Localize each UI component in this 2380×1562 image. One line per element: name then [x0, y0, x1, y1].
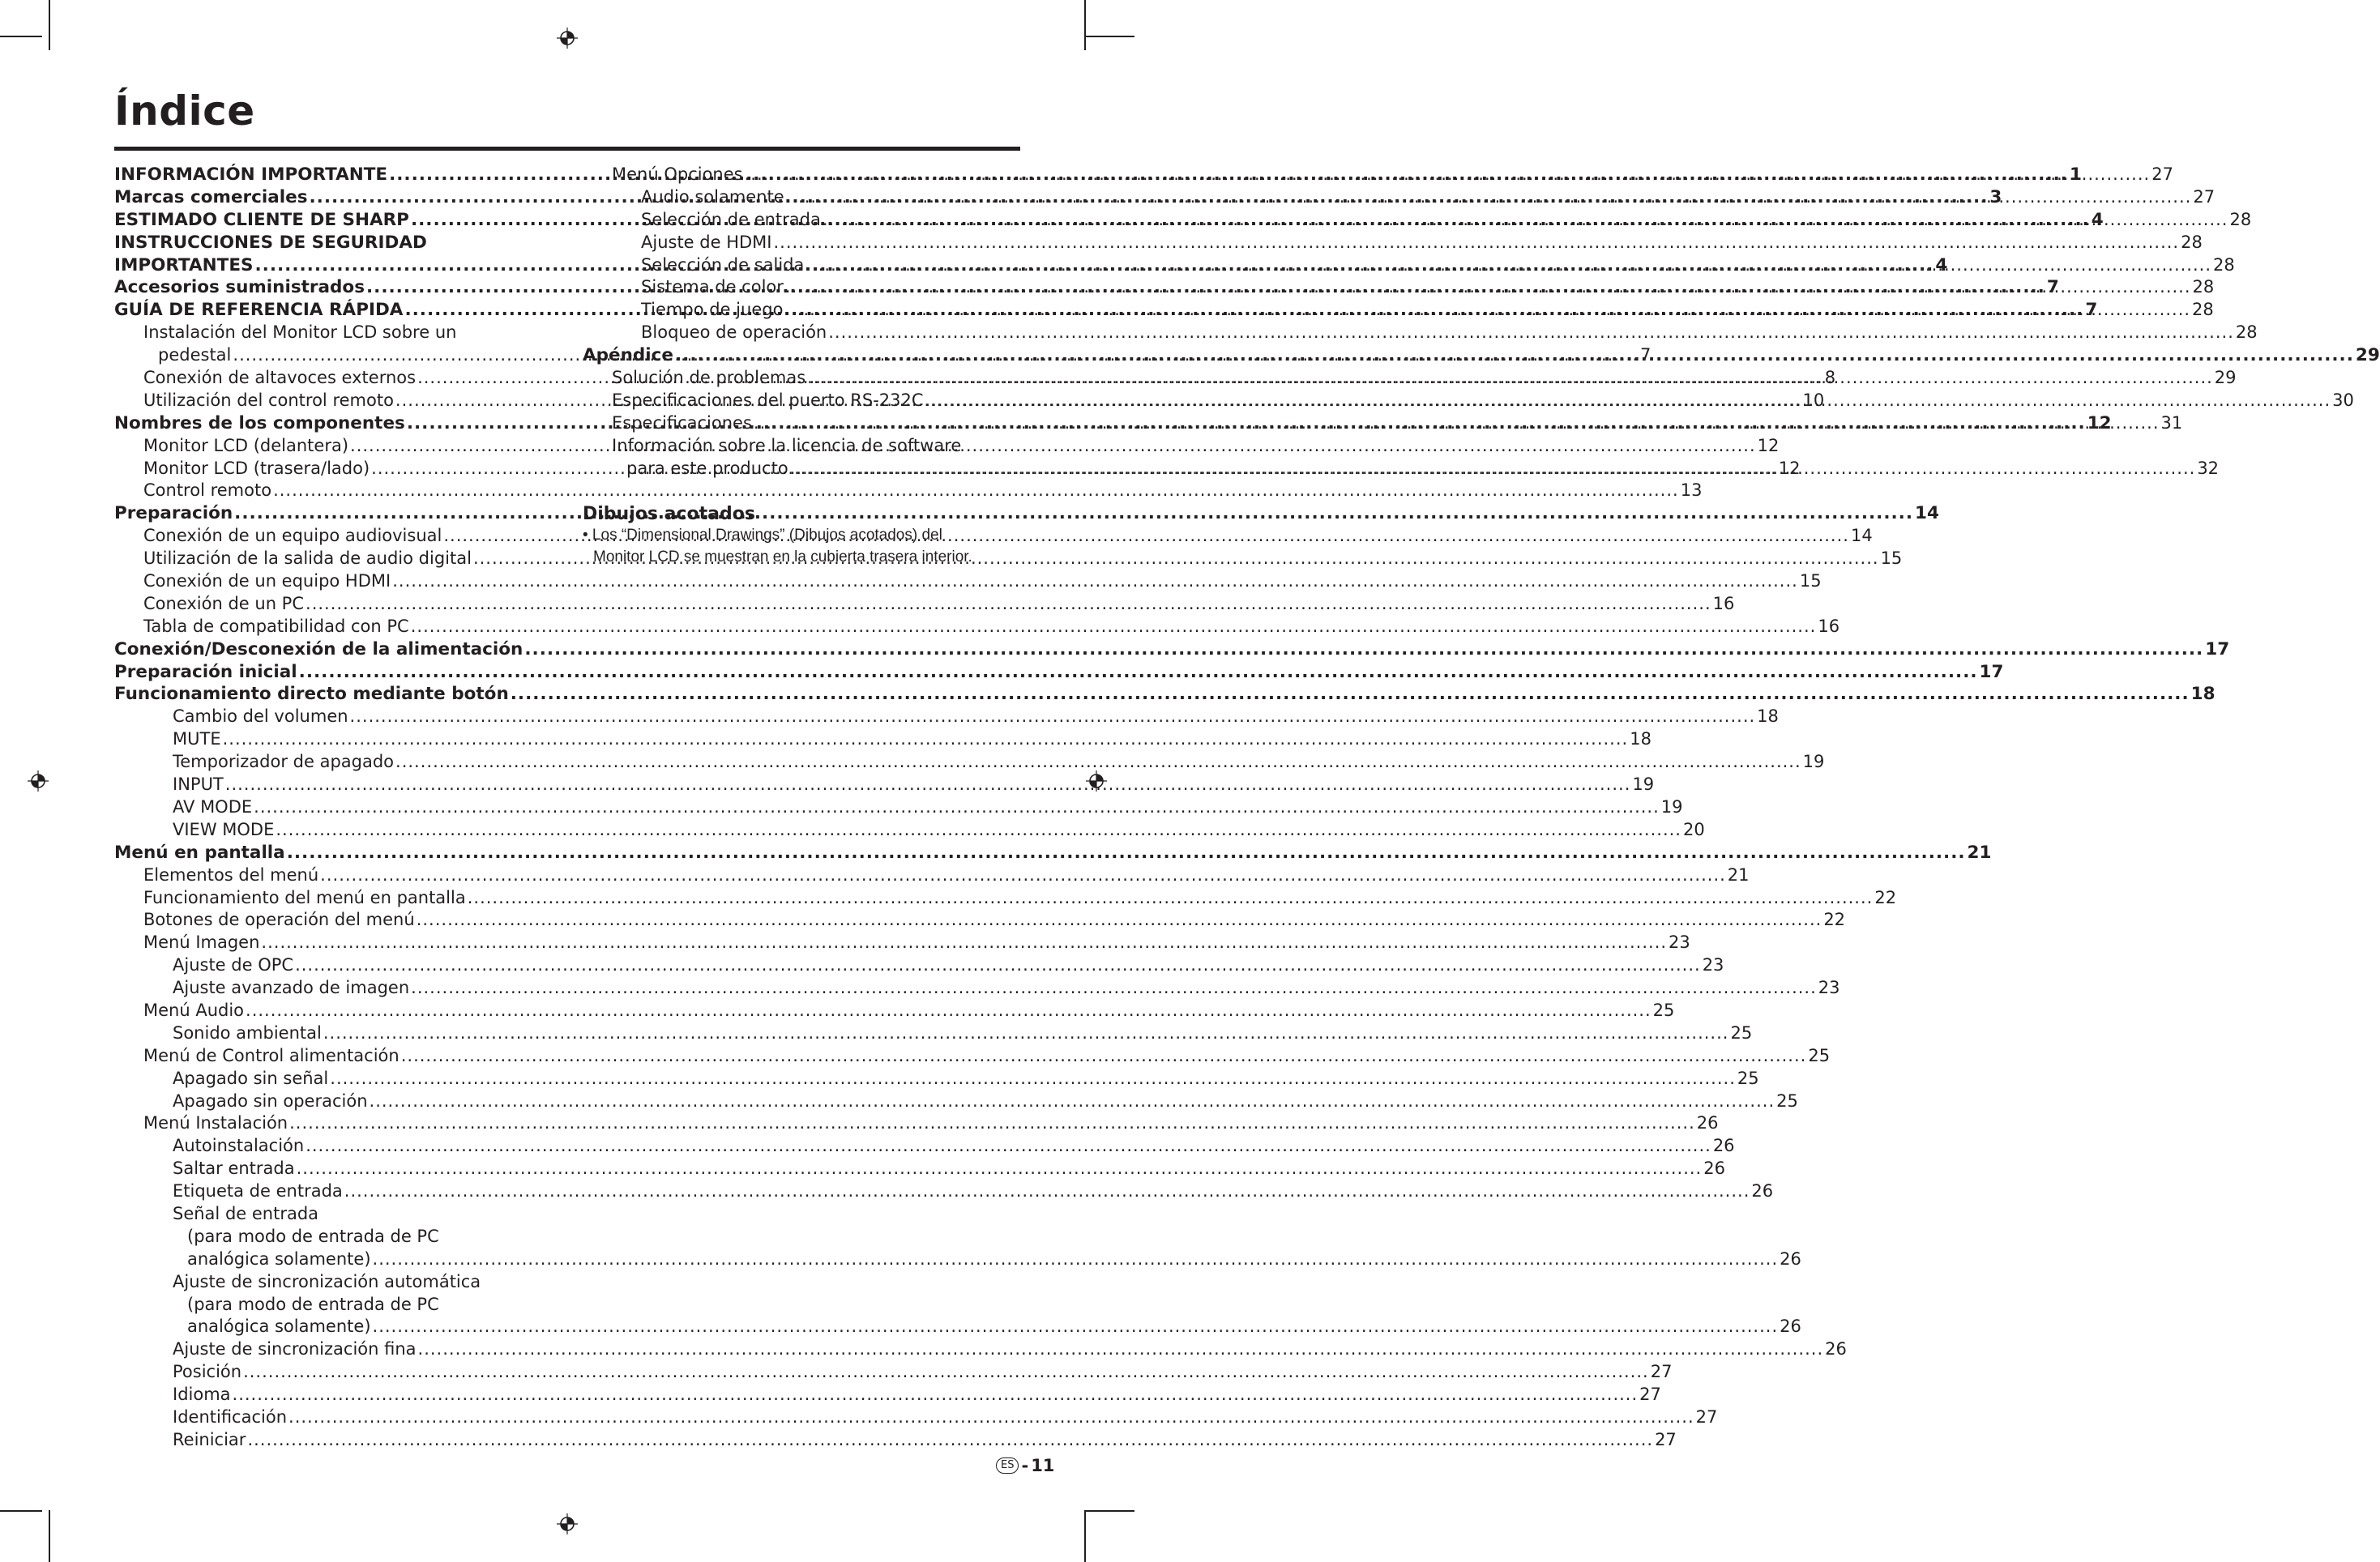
- toc-entry: [114, 728, 1651, 751]
- toc-entry-title: Conexión de un PC: [143, 593, 305, 613]
- toc-entry: [114, 1226, 553, 1248]
- toc-entry: [583, 186, 2215, 209]
- toc-entry: [114, 751, 1825, 774]
- toc-leader-dots: [373, 1248, 1779, 1271]
- toc-leader-dots: [773, 232, 2179, 254]
- toc-entry-title: Menú Imagen: [143, 933, 260, 953]
- toc-entry: [114, 1158, 1725, 1180]
- toc-entry-title: Ajuste de sincronización automática: [173, 1271, 481, 1291]
- crop-mark: [49, 0, 50, 50]
- toc-entry-page: 23: [1818, 978, 1840, 998]
- toc-entry-page: 28: [2192, 300, 2214, 320]
- toc-entry: [583, 276, 2215, 299]
- toc-entry: [114, 864, 1750, 887]
- toc-entry-title: ESTIMADO CLIENTE DE SHARP: [114, 209, 409, 230]
- toc-entry-title: Saltar entrada: [173, 1159, 295, 1179]
- toc-entry-page: 29: [2355, 345, 2380, 366]
- toc-entry: [114, 1000, 1675, 1022]
- crop-mark: [1084, 0, 1086, 50]
- toc-entry-title: Marcas comerciales: [114, 186, 308, 207]
- toc-leader-dots: [287, 842, 1966, 864]
- toc-entry-title: Control remoto: [143, 480, 272, 501]
- toc-entry-page: 7: [1640, 345, 1651, 365]
- toc-leader-dots: [373, 1316, 1779, 1338]
- toc-entry-page: 27: [1639, 1385, 1661, 1405]
- toc-entry-title: Utilización de la salida de audio digital: [143, 548, 472, 569]
- toc-entry-page: 23: [1702, 955, 1724, 975]
- toc-entry-title: Menú Opciones: [612, 164, 743, 184]
- toc-entry-page: 16: [1818, 616, 1840, 636]
- toc-leader-dots: [225, 774, 1631, 796]
- toc-entry-page: 15: [1880, 548, 1903, 569]
- toc-leader-dots: [511, 683, 2190, 706]
- toc-entry-title: Identificación: [173, 1406, 288, 1427]
- toc-leader-dots: [823, 209, 2228, 232]
- toc-entry-title: Sonido ambiental: [173, 1022, 322, 1043]
- toc-entry-page: 28: [2229, 209, 2252, 229]
- toc-entry-title: Reiniciar: [173, 1429, 246, 1449]
- toc-entry: [583, 344, 2380, 367]
- toc-leader-dots: [417, 909, 1822, 932]
- toc-entry: [114, 661, 2004, 684]
- toc-entry-title: Conexión/Desconexión de la alimentación: [114, 638, 523, 659]
- note-line: • Los “Dimensional Drawings” (Dibujos acotados) del: [583, 527, 942, 544]
- toc-entry-page: 21: [1727, 864, 1750, 885]
- toc-entry-page: 20: [1682, 819, 1705, 839]
- toc-leader-dots: [828, 322, 2234, 344]
- toc-entry: [583, 435, 1020, 458]
- registration-mark-icon: [557, 28, 578, 49]
- toc-entry-page: 28: [2181, 232, 2203, 252]
- toc-entry-title: Apagado sin señal: [173, 1068, 329, 1088]
- toc-entry-title: AV MODE: [173, 796, 253, 817]
- dimensional-drawings-note: [583, 524, 1020, 568]
- toc-leader-dots: [350, 435, 1756, 458]
- toc-entry-title: Monitor LCD (delantera): [143, 435, 349, 455]
- language-badge: ES: [996, 1457, 1019, 1474]
- crop-mark: [0, 1510, 42, 1512]
- toc-leader-dots: [320, 864, 1726, 887]
- toc-entry-title: Conexión de altavoces externos: [143, 368, 417, 388]
- toc-entry-page: 26: [1825, 1339, 1847, 1359]
- toc-entry-page: 19: [1802, 752, 1825, 772]
- toc-entry: [583, 299, 2214, 322]
- toc-entry: [583, 322, 2258, 344]
- toc-entry-title: Funcionamiento del menú en pantalla: [143, 887, 466, 907]
- crop-mark: [49, 1510, 50, 1562]
- toc-entry-page: 19: [1660, 796, 1683, 817]
- toc-entry-title: Especificaciones: [612, 412, 752, 433]
- toc-entry: [114, 954, 1724, 977]
- toc-leader-dots: [395, 751, 1801, 774]
- toc-entry: [114, 774, 1655, 796]
- toc-entry-page: 27: [1650, 1362, 1673, 1382]
- toc-entry-page: 4: [1935, 254, 1948, 275]
- toc-entry-title: Menú de Control alimentación: [143, 1045, 400, 1065]
- toc-entry-title: Conexión de un equipo HDMI: [143, 571, 391, 591]
- toc-entry-title: Botones de operación del menú: [143, 910, 415, 930]
- toc-entry-title: (para modo de entrada de PC: [187, 1226, 439, 1246]
- toc-entry-title: Menú Instalación: [143, 1113, 288, 1133]
- toc-entry-title: analógica solamente): [187, 1317, 371, 1337]
- toc-entry-page: 10: [1802, 390, 1825, 410]
- toc-entry-page: 7: [2046, 277, 2059, 298]
- toc-entry: [583, 254, 2235, 277]
- crop-mark: [1084, 1510, 1134, 1512]
- toc-leader-dots: [805, 254, 2211, 277]
- toc-leader-dots: [276, 819, 1681, 842]
- toc-entry-title: VIEW MODE: [173, 819, 275, 839]
- toc-leader-dots: [745, 164, 2151, 186]
- title-rule: [114, 147, 1020, 151]
- toc-entry: [114, 1090, 1798, 1113]
- toc-entry: [114, 1112, 1719, 1135]
- toc-leader-dots: [306, 1135, 1711, 1158]
- toc-entry: [114, 1045, 1831, 1068]
- toc-entry-title: Funcionamiento directo mediante botón: [114, 684, 509, 705]
- toc-entry-title: para este producto: [626, 458, 788, 478]
- toc-leader-dots: [289, 1112, 1695, 1135]
- toc-entry-title: Ajuste avanzado de imagen: [173, 978, 410, 998]
- page-number-value: 11: [1031, 1456, 1055, 1475]
- toc-leader-dots: [418, 1338, 1824, 1361]
- toc-entry-title: Ajuste de HDMI: [641, 232, 772, 252]
- toc-entry-title: (para modo de entrada de PC: [187, 1294, 439, 1314]
- crop-mark: [1084, 36, 1134, 37]
- toc-entry-title: Temporizador de apagado: [173, 752, 395, 772]
- toc-entry-title: Señal de entrada: [173, 1203, 319, 1223]
- toc-leader-dots: [288, 1406, 1694, 1429]
- toc-entry: [583, 367, 2237, 390]
- toc-leader-dots: [401, 1045, 1807, 1068]
- toc-entry: [114, 887, 1897, 910]
- toc-leader-dots: [392, 570, 1798, 593]
- toc-entry-page: 27: [2193, 186, 2215, 207]
- toc-leader-dots: [411, 977, 1817, 1000]
- toc-entry-page: 28: [2192, 277, 2215, 297]
- toc-entry-page: 18: [1630, 729, 1651, 749]
- toc-entry-title: Cambio del volumen: [173, 706, 348, 727]
- toc-entry-page: 3: [1989, 186, 2002, 207]
- toc-entry-title: analógica solamente): [187, 1248, 371, 1269]
- toc-leader-dots: [524, 638, 2203, 661]
- toc-entry: [114, 232, 553, 254]
- toc-entry: [583, 232, 2203, 254]
- toc-leader-dots: [306, 593, 1711, 616]
- toc-leader-dots: [323, 1022, 1729, 1045]
- toc-entry-page: 7: [2085, 300, 2098, 321]
- toc-entry-title: Información sobre la licencia de software: [612, 435, 962, 455]
- toc-entry-page: 21: [1967, 842, 1992, 863]
- toc-entry-page: 27: [1655, 1429, 1677, 1449]
- toc-entry: [114, 909, 1846, 932]
- toc-entry-title: INFORMACIÓN IMPORTANTE: [114, 164, 388, 185]
- toc-entry-page: 26: [1712, 1136, 1735, 1156]
- toc-entry-page: 14: [1915, 503, 1939, 524]
- toc-entry-page: 26: [1703, 1159, 1725, 1179]
- toc-entry: [114, 1180, 1774, 1203]
- toc-entry: [114, 638, 2230, 661]
- toc-entry-title: Tiempo de juego: [641, 300, 784, 320]
- toc-entry-title: Selección de salida: [641, 254, 805, 275]
- toc-entry-title: Solución de problemas: [612, 368, 806, 388]
- toc-entry-title: Bloqueo de operación: [641, 322, 827, 343]
- toc-leader-dots: [233, 1384, 1639, 1406]
- registration-mark-icon: [557, 1513, 578, 1534]
- page-title: Índice: [114, 87, 255, 134]
- toc-entry-page: 32: [2197, 458, 2220, 478]
- toc-leader-dots: [785, 276, 2191, 299]
- toc-leader-dots: [261, 932, 1667, 954]
- dimensional-drawings-heading: Dibujos acotados: [583, 504, 755, 524]
- toc-leader-dots: [370, 1090, 1775, 1113]
- toc-entry-page: 25: [1737, 1068, 1759, 1088]
- toc-entry-page: 8: [1824, 368, 1836, 388]
- toc-entry: [114, 819, 1705, 842]
- toc-entry-page: 27: [1695, 1406, 1718, 1427]
- toc-leader-dots: [790, 458, 2196, 480]
- toc-entry-title: Sistema de color: [641, 277, 784, 297]
- toc-leader-dots: [786, 186, 2192, 209]
- toc-entry-page: 17: [2205, 638, 2230, 659]
- toc-leader-dots: [299, 661, 1978, 684]
- crop-mark: [0, 36, 42, 37]
- toc-entry-page: 25: [1730, 1022, 1753, 1043]
- toc-entry: [114, 593, 1735, 616]
- toc-entry-page: 22: [1874, 887, 1897, 907]
- toc-entry-page: 25: [1652, 1000, 1675, 1020]
- toc-leader-dots: [807, 367, 2213, 390]
- toc-entry-page: 29: [2214, 368, 2237, 388]
- toc-entry-page: 14: [1850, 526, 1873, 546]
- toc-entry-page: 12: [2087, 412, 2112, 433]
- toc-leader-dots: [468, 887, 1874, 910]
- toc-leader-dots: [925, 390, 2331, 412]
- toc-entry-title: Utilización del control remoto: [143, 390, 394, 410]
- toc-entry: [583, 209, 2252, 232]
- toc-leader-dots: [350, 706, 1756, 728]
- toc-entry: [114, 1271, 553, 1294]
- toc-entry-page: 28: [2213, 254, 2235, 275]
- toc-entry: [114, 977, 1840, 1000]
- toc-entry: [114, 1068, 1759, 1090]
- toc-entry: [114, 1338, 1847, 1361]
- toc-entry-page: 26: [1780, 1248, 1801, 1269]
- toc-entry-page: 17: [1979, 661, 2004, 682]
- toc-entry-title: Instalación del Monitor LCD sobre un: [143, 322, 457, 343]
- toc-entry-title: Nombres de los componentes: [114, 412, 405, 433]
- toc-entry: [114, 1406, 1718, 1429]
- toc-leader-dots: [330, 1068, 1736, 1090]
- toc-entry: [114, 932, 1690, 954]
- toc-entry-title: Ajuste de sincronización fina: [173, 1339, 417, 1359]
- toc-leader-dots: [784, 299, 2190, 322]
- toc-entry: [114, 1384, 1661, 1406]
- toc-entry-title: GUÍA DE REFERENCIA RÁPIDA: [114, 300, 404, 321]
- toc-entry-title: Elementos del menú: [143, 864, 319, 885]
- toc-leader-dots: [254, 796, 1660, 819]
- toc-entry: [114, 1135, 1735, 1158]
- toc-entry-title: pedestal: [158, 345, 232, 365]
- toc-entry-page: 18: [1757, 706, 1779, 727]
- toc-entry-title: Preparación inicial: [114, 661, 297, 682]
- toc-entry-page: 4: [2091, 209, 2104, 230]
- toc-entry-page: 28: [2235, 322, 2258, 343]
- toc-entry-title: Conexión de un equipo audiovisual: [143, 526, 442, 546]
- toc-entry: [114, 1203, 553, 1226]
- toc-entry-page: 19: [1632, 775, 1655, 795]
- toc-entry-title: Idioma: [173, 1385, 231, 1405]
- toc-entry-title: Accesorios suministrados: [114, 277, 365, 298]
- toc-entry: [114, 616, 1840, 638]
- toc-entry: [583, 164, 2173, 186]
- toc-entry-page: 26: [1696, 1113, 1719, 1133]
- toc-leader-dots: [273, 480, 1679, 502]
- toc-leader-dots: [246, 1000, 1651, 1022]
- toc-entry-page: 1: [2069, 164, 2082, 185]
- toc-entry: [114, 1429, 1677, 1452]
- page-number-separator: -: [1021, 1456, 1029, 1475]
- toc-entry: [114, 322, 553, 344]
- toc-leader-dots: [297, 1158, 1703, 1180]
- toc-entry-page: 12: [1778, 458, 1801, 478]
- toc-entry-title: Autoinstalación: [173, 1136, 305, 1156]
- toc-entry-title: Menú en pantalla: [114, 842, 285, 863]
- toc-entry: [114, 1361, 1673, 1384]
- toc-entry-title: INSTRUCCIONES DE SEGURIDAD: [114, 232, 427, 253]
- toc-entry-title: Especificaciones del puerto RS-232C: [612, 390, 924, 410]
- toc-leader-dots: [411, 616, 1817, 638]
- toc-leader-dots: [675, 344, 2354, 367]
- note-line: Monitor LCD se muestran en la cubierta trasera interior.: [593, 548, 972, 565]
- toc-entry-title: MUTE: [173, 729, 221, 749]
- toc-leader-dots: [234, 502, 1913, 525]
- toc-entry-page: 25: [1808, 1045, 1831, 1065]
- toc-leader-dots: [247, 1429, 1653, 1452]
- toc-entry-title: IMPORTANTES: [114, 254, 254, 275]
- registration-mark-icon: [28, 770, 49, 792]
- toc-entry-page: 26: [1780, 1317, 1801, 1337]
- toc-entry-title: Apéndice: [583, 345, 674, 366]
- toc-entry-page: 25: [1776, 1090, 1798, 1111]
- toc-entry-page: 12: [1757, 435, 1780, 455]
- toc-entry: [114, 570, 1822, 593]
- toc-entry-title: INPUT: [173, 775, 224, 795]
- toc-entry-page: 22: [1823, 910, 1846, 930]
- page-number: [996, 1456, 1054, 1475]
- toc-entry-title: Selección de entrada: [641, 209, 821, 229]
- toc-entry-title: Etiqueta de entrada: [173, 1181, 343, 1201]
- toc-entry-page: 26: [1751, 1181, 1774, 1201]
- toc-entry-page: 27: [2151, 164, 2173, 184]
- toc-entry-title: Tabla de compatibilidad con PC: [143, 616, 409, 636]
- toc-entry: [114, 796, 1683, 819]
- toc-entry-title: Monitor LCD (trasera/lado): [143, 458, 370, 478]
- toc-entry-title: Menú Audio: [143, 1000, 245, 1020]
- toc-entry: [114, 480, 1703, 502]
- toc-entry-title: Apagado sin operación: [173, 1090, 368, 1111]
- toc-entry-page: 18: [2190, 684, 2215, 705]
- toc-entry: [114, 1294, 553, 1317]
- toc-entry-title: Preparación: [114, 503, 233, 524]
- toc-leader-dots: [223, 728, 1629, 751]
- toc-entry-page: 31: [2160, 412, 2183, 433]
- toc-entry-page: 23: [1669, 933, 1690, 953]
- toc-entry-page: 16: [1712, 593, 1735, 613]
- toc-leader-dots: [295, 954, 1701, 977]
- toc-entry: [114, 1248, 1801, 1271]
- crop-mark: [1084, 1510, 1086, 1562]
- toc-entry: [114, 1316, 1801, 1338]
- toc-entry-title: Audio solamente: [641, 186, 784, 207]
- toc-entry: [114, 706, 1779, 728]
- toc-entry-page: 13: [1680, 480, 1703, 501]
- toc-entry: [114, 1022, 1753, 1045]
- toc-leader-dots: [243, 1361, 1649, 1384]
- toc-entry-title: Ajuste de OPC: [173, 955, 294, 975]
- toc-entry-page: 15: [1799, 571, 1822, 591]
- toc-entry: [114, 842, 1992, 864]
- toc-leader-dots: [344, 1180, 1750, 1203]
- toc-entry-page: 30: [2332, 390, 2354, 410]
- toc-entry-title: Posición: [173, 1362, 242, 1382]
- toc-entry: [114, 683, 2215, 706]
- toc-leader-dots: [754, 412, 2160, 435]
